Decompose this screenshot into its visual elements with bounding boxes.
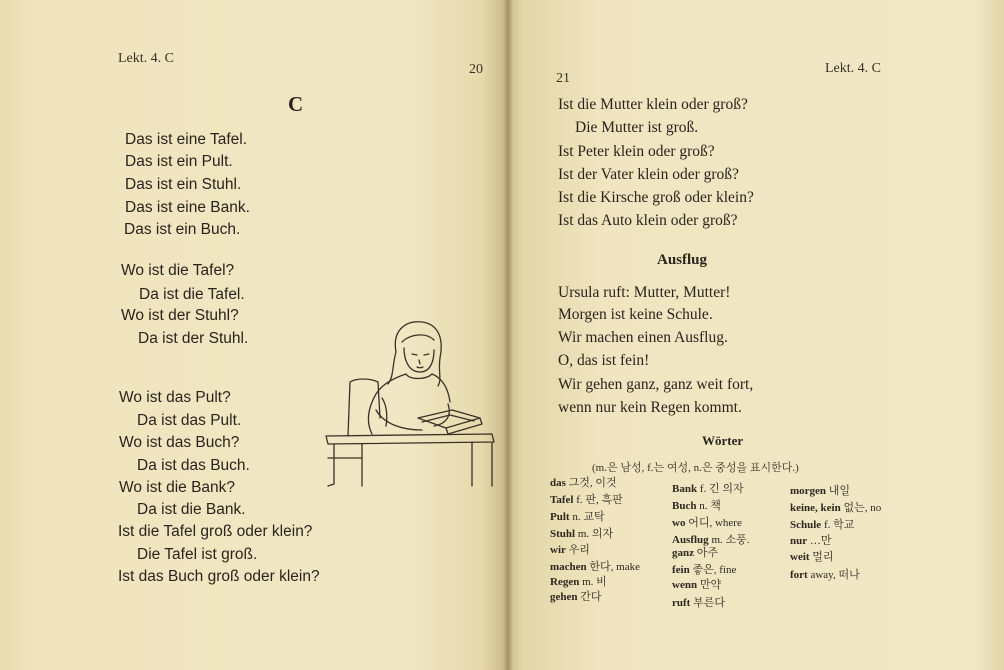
left-page-number: 20 bbox=[469, 62, 483, 77]
text-line: Ist die Mutter klein oder groß? bbox=[558, 96, 748, 113]
text-line: Ist das Auto klein oder groß? bbox=[558, 212, 738, 229]
text-line: Die Mutter ist groß. bbox=[575, 119, 699, 136]
vocab-entry: wenn 만약 bbox=[672, 579, 722, 591]
text-line: Das ist ein Stuhl. bbox=[125, 176, 242, 193]
vocab-entry: fein 좋은, fine bbox=[672, 564, 737, 576]
text-line: Da ist die Tafel. bbox=[139, 286, 245, 303]
vocab-entry: keine, kein 없는, no bbox=[790, 502, 882, 514]
vocab-entry: das 그것, 이것 bbox=[550, 477, 617, 489]
ausflug-heading: Ausflug bbox=[657, 252, 708, 268]
vocab-entry: Stuhl m. 의자 bbox=[550, 528, 614, 540]
vocab-entry: fort away, 떠나 bbox=[790, 569, 860, 581]
text-line: Morgen ist keine Schule. bbox=[558, 306, 713, 323]
text-line: Ursula ruft: Mutter, Mutter! bbox=[558, 284, 731, 301]
vocab-entry: machen 한다, make bbox=[550, 561, 640, 573]
text-line: Wo ist das Pult? bbox=[119, 389, 231, 406]
text-line: Da ist das Buch. bbox=[137, 457, 250, 474]
vocab-entry: wir 우리 bbox=[550, 544, 590, 556]
vocab-entry: Tafel f. 판, 흑판 bbox=[550, 494, 623, 506]
text-line: Ist die Kirsche groß oder klein? bbox=[558, 189, 754, 206]
text-line: Das ist ein Pult. bbox=[125, 153, 233, 170]
vocab-entry: ruft 부른다 bbox=[672, 597, 725, 609]
text-line: Da ist das Pult. bbox=[137, 412, 242, 429]
text-line: Das ist eine Bank. bbox=[125, 199, 250, 216]
left-running-head: Lekt. 4. C bbox=[118, 51, 174, 66]
vocab-entry: gehen 간다 bbox=[550, 591, 602, 603]
right-page-number: 21 bbox=[556, 71, 570, 86]
text-line: Wir machen einen Ausflug. bbox=[558, 329, 728, 346]
vocab-entry: Schule f. 학교 bbox=[790, 519, 855, 531]
text-line: Das ist ein Buch. bbox=[124, 221, 241, 238]
vocab-entry: Pult n. 교탁 bbox=[550, 511, 605, 523]
text-line: wenn nur kein Regen kommt. bbox=[558, 399, 742, 416]
gender-note: (m.은 남성, f.는 여성, n.은 중성을 표시한다.) bbox=[592, 462, 799, 474]
text-line: Wo ist die Tafel? bbox=[121, 262, 235, 279]
text-line: Wo ist die Bank? bbox=[119, 479, 236, 496]
vocab-entry: ganz 아주 bbox=[672, 547, 719, 559]
vocab-entry: Ausflug m. 소풍. bbox=[672, 534, 750, 546]
vocab-entry: morgen 내일 bbox=[790, 485, 851, 497]
vocab-entry: Bank f. 긴 의자 bbox=[672, 483, 744, 495]
text-line: Das ist eine Tafel. bbox=[125, 131, 248, 148]
text-line: Wir gehen ganz, ganz weit fort, bbox=[558, 376, 754, 393]
vocab-entry: wo 어디, where bbox=[672, 517, 742, 529]
vocab-entry: Buch n. 책 bbox=[672, 500, 721, 512]
text-line: Wo ist das Buch? bbox=[119, 434, 240, 451]
vocab-entry: nur …만 bbox=[790, 535, 832, 547]
girl-reading-illustration bbox=[322, 318, 500, 492]
vocab-entry: Regen m. 비 bbox=[550, 576, 607, 588]
right-running-head: Lekt. 4. C bbox=[825, 61, 881, 76]
text-line: Ist die Tafel groß oder klein? bbox=[118, 523, 313, 540]
text-line: Ist das Buch groß oder klein? bbox=[118, 568, 320, 585]
text-line: Die Tafel ist groß. bbox=[137, 546, 258, 563]
text-line: Ist der Vater klein oder groß? bbox=[558, 166, 739, 183]
vocab-entry: weit 멀리 bbox=[790, 551, 834, 563]
text-line: Da ist die Bank. bbox=[137, 501, 246, 518]
text-line: Wo ist der Stuhl? bbox=[121, 307, 239, 324]
right-page bbox=[512, 0, 1004, 670]
text-line: O, das ist fein! bbox=[558, 352, 650, 369]
text-line: Ist Peter klein oder groß? bbox=[558, 143, 715, 160]
section-letter: C bbox=[288, 92, 304, 116]
woerter-heading: Wörter bbox=[702, 433, 744, 448]
text-line: Da ist der Stuhl. bbox=[138, 330, 249, 347]
